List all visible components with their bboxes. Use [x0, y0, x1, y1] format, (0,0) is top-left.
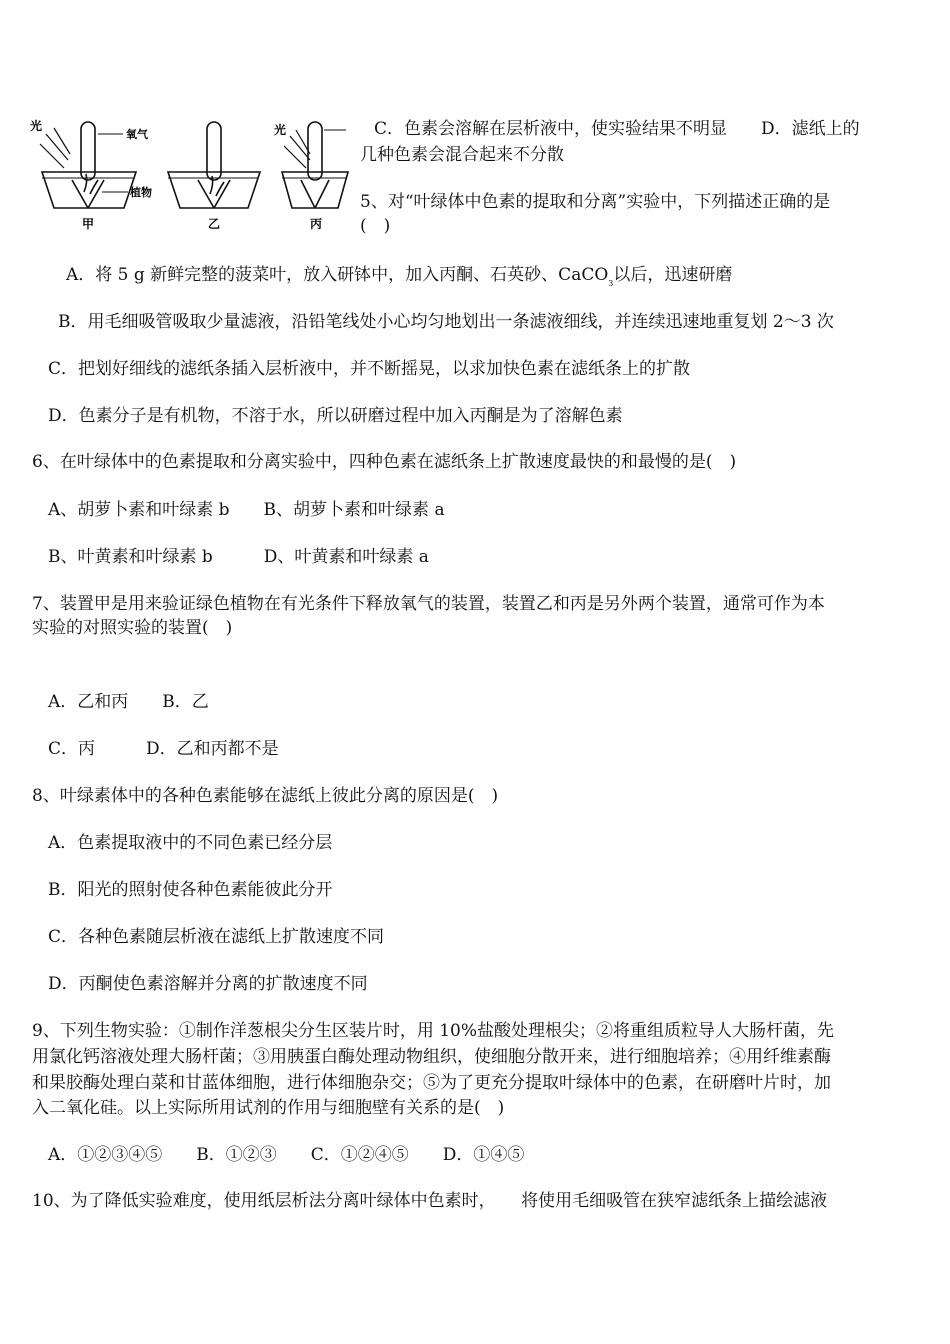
q9-stem-line3: 和果胶酶处理白菜和甘蓝体细胞，进行体细胞杂交；⑤为了更充分提取叶绿体中的色素，在研磨叶片时，加 — [32, 1073, 831, 1093]
q4-option-d-line2: 几种色素会混合起来不分散 — [360, 145, 564, 165]
q8-option-a: A．色素提取液中的不同色素已经分层 — [48, 833, 333, 853]
q10-stem-line1: 10、为了降低实验难度，使用纸层析法分离叶绿体中色素时， 将使用毛细吸管在狭窄滤纸条上描绘滤液 — [32, 1191, 828, 1211]
q8-stem: 8、叶绿素体中的各种色素能够在滤纸上彼此分离的原因是( ) — [32, 786, 499, 806]
q5-option-b: B．用毛细吸管吸取少量滤液，沿铅笔线处小心均匀地划出一条滤液细线，并连续迅速地重复划 2～3 次 — [58, 312, 834, 332]
q4-option-cd-line1: C．色素会溶解在层析液中，使实验结果不明显 D．滤纸上的 — [374, 119, 860, 139]
q5-option-a-tail: 以后，迅速研磨 — [613, 265, 733, 285]
q9-stem-line1: 9、下列生物实验：①制作洋葱根尖分生区装片时，用 10%盐酸处理根尖；②将重组质粒导人大肠杆菌，先 — [32, 1021, 835, 1041]
beaker-jia — [42, 172, 136, 208]
light-rays-jia — [40, 128, 70, 168]
label-yi: 乙 — [208, 217, 221, 231]
plant-label: 植物 — [130, 186, 152, 199]
q6-options-ab: A、胡萝卜素和叶绿素 b B、胡萝卜素和叶绿素 a — [48, 500, 445, 520]
label-bing: 丙 — [310, 217, 323, 231]
q5-option-a — [66, 263, 732, 290]
beaker-yi — [168, 172, 260, 208]
q9-stem-line4: 入二氧化硅。以上实际所用试剂的作用与细胞壁有关系的是( ) — [32, 1098, 505, 1118]
funnel-yi — [198, 180, 230, 208]
q9-options: A．①②③④⑤ B．①②③ C．①②④⑤ D．①④⑤ — [48, 1145, 525, 1165]
q8-option-b: B．阳光的照射使各种色素能彼此分开 — [48, 880, 333, 900]
q7-options-cd: C．丙 D．乙和丙都不是 — [48, 739, 279, 759]
light-rays-bing — [284, 130, 310, 168]
q5-stem-line2: ( ) — [360, 216, 391, 236]
q6-stem: 6、在叶绿体中的色素提取和分离实验中，四种色素在滤纸条上扩散速度最快的和最慢的是( ) — [32, 452, 737, 472]
q5-option-a-main: A．将 5 g 新鲜完整的菠菜叶，放入研钵中，加入丙酮、石英砂、CaCO — [66, 265, 609, 285]
q5-option-a-subscript: 3 — [608, 279, 614, 288]
q6-options-cd: B、叶黄素和叶绿素 b D、叶黄素和叶绿素 a — [48, 547, 429, 567]
apparatus-drawing — [28, 112, 360, 232]
q5-option-c: C．把划好细线的滤纸条插入层析液中，并不断摇晃，以求加快色素在滤纸条上的扩散 — [48, 359, 691, 379]
q7-stem-line2: 实验的对照实验的装置( ) — [32, 618, 233, 638]
label-jia: 甲 — [82, 217, 95, 231]
light-label-bing: 光 — [274, 123, 287, 137]
q7-options-ab: A．乙和丙 B．乙 — [48, 692, 209, 712]
q9-stem-line2: 用氯化钙溶液处理大肠杆菌；③用胰蛋白酶处理动物组织，使细胞分散开来，进行细胞培养；④用纤维素酶 — [32, 1047, 831, 1067]
q5-option-d: D．色素分子是有机物，不溶于水，所以研磨过程中加入丙酮是为了溶解色素 — [48, 406, 623, 426]
q7-stem-line1: 7、装置甲是用来验证绿色植物在有光条件下释放氧气的装置，装置乙和丙是另外两个装置，通常可作为本 — [32, 594, 825, 614]
q8-option-c: C．各种色素随层析液在滤纸上扩散速度不同 — [48, 927, 385, 947]
light-label-jia: 光 — [30, 119, 43, 133]
funnel-bing — [301, 180, 329, 208]
q8-option-d: D．丙酮使色素溶解并分离的扩散速度不同 — [48, 974, 368, 994]
plant-jia — [84, 174, 98, 194]
funnel-jia — [72, 180, 104, 208]
beaker-bing — [282, 172, 348, 208]
apparatus-figure — [28, 112, 360, 232]
q5-stem-line1: 5、对“叶绿体中色素的提取和分离”实验中，下列描述正确的是 — [360, 192, 831, 212]
oxygen-label: 氧气 — [126, 128, 148, 141]
